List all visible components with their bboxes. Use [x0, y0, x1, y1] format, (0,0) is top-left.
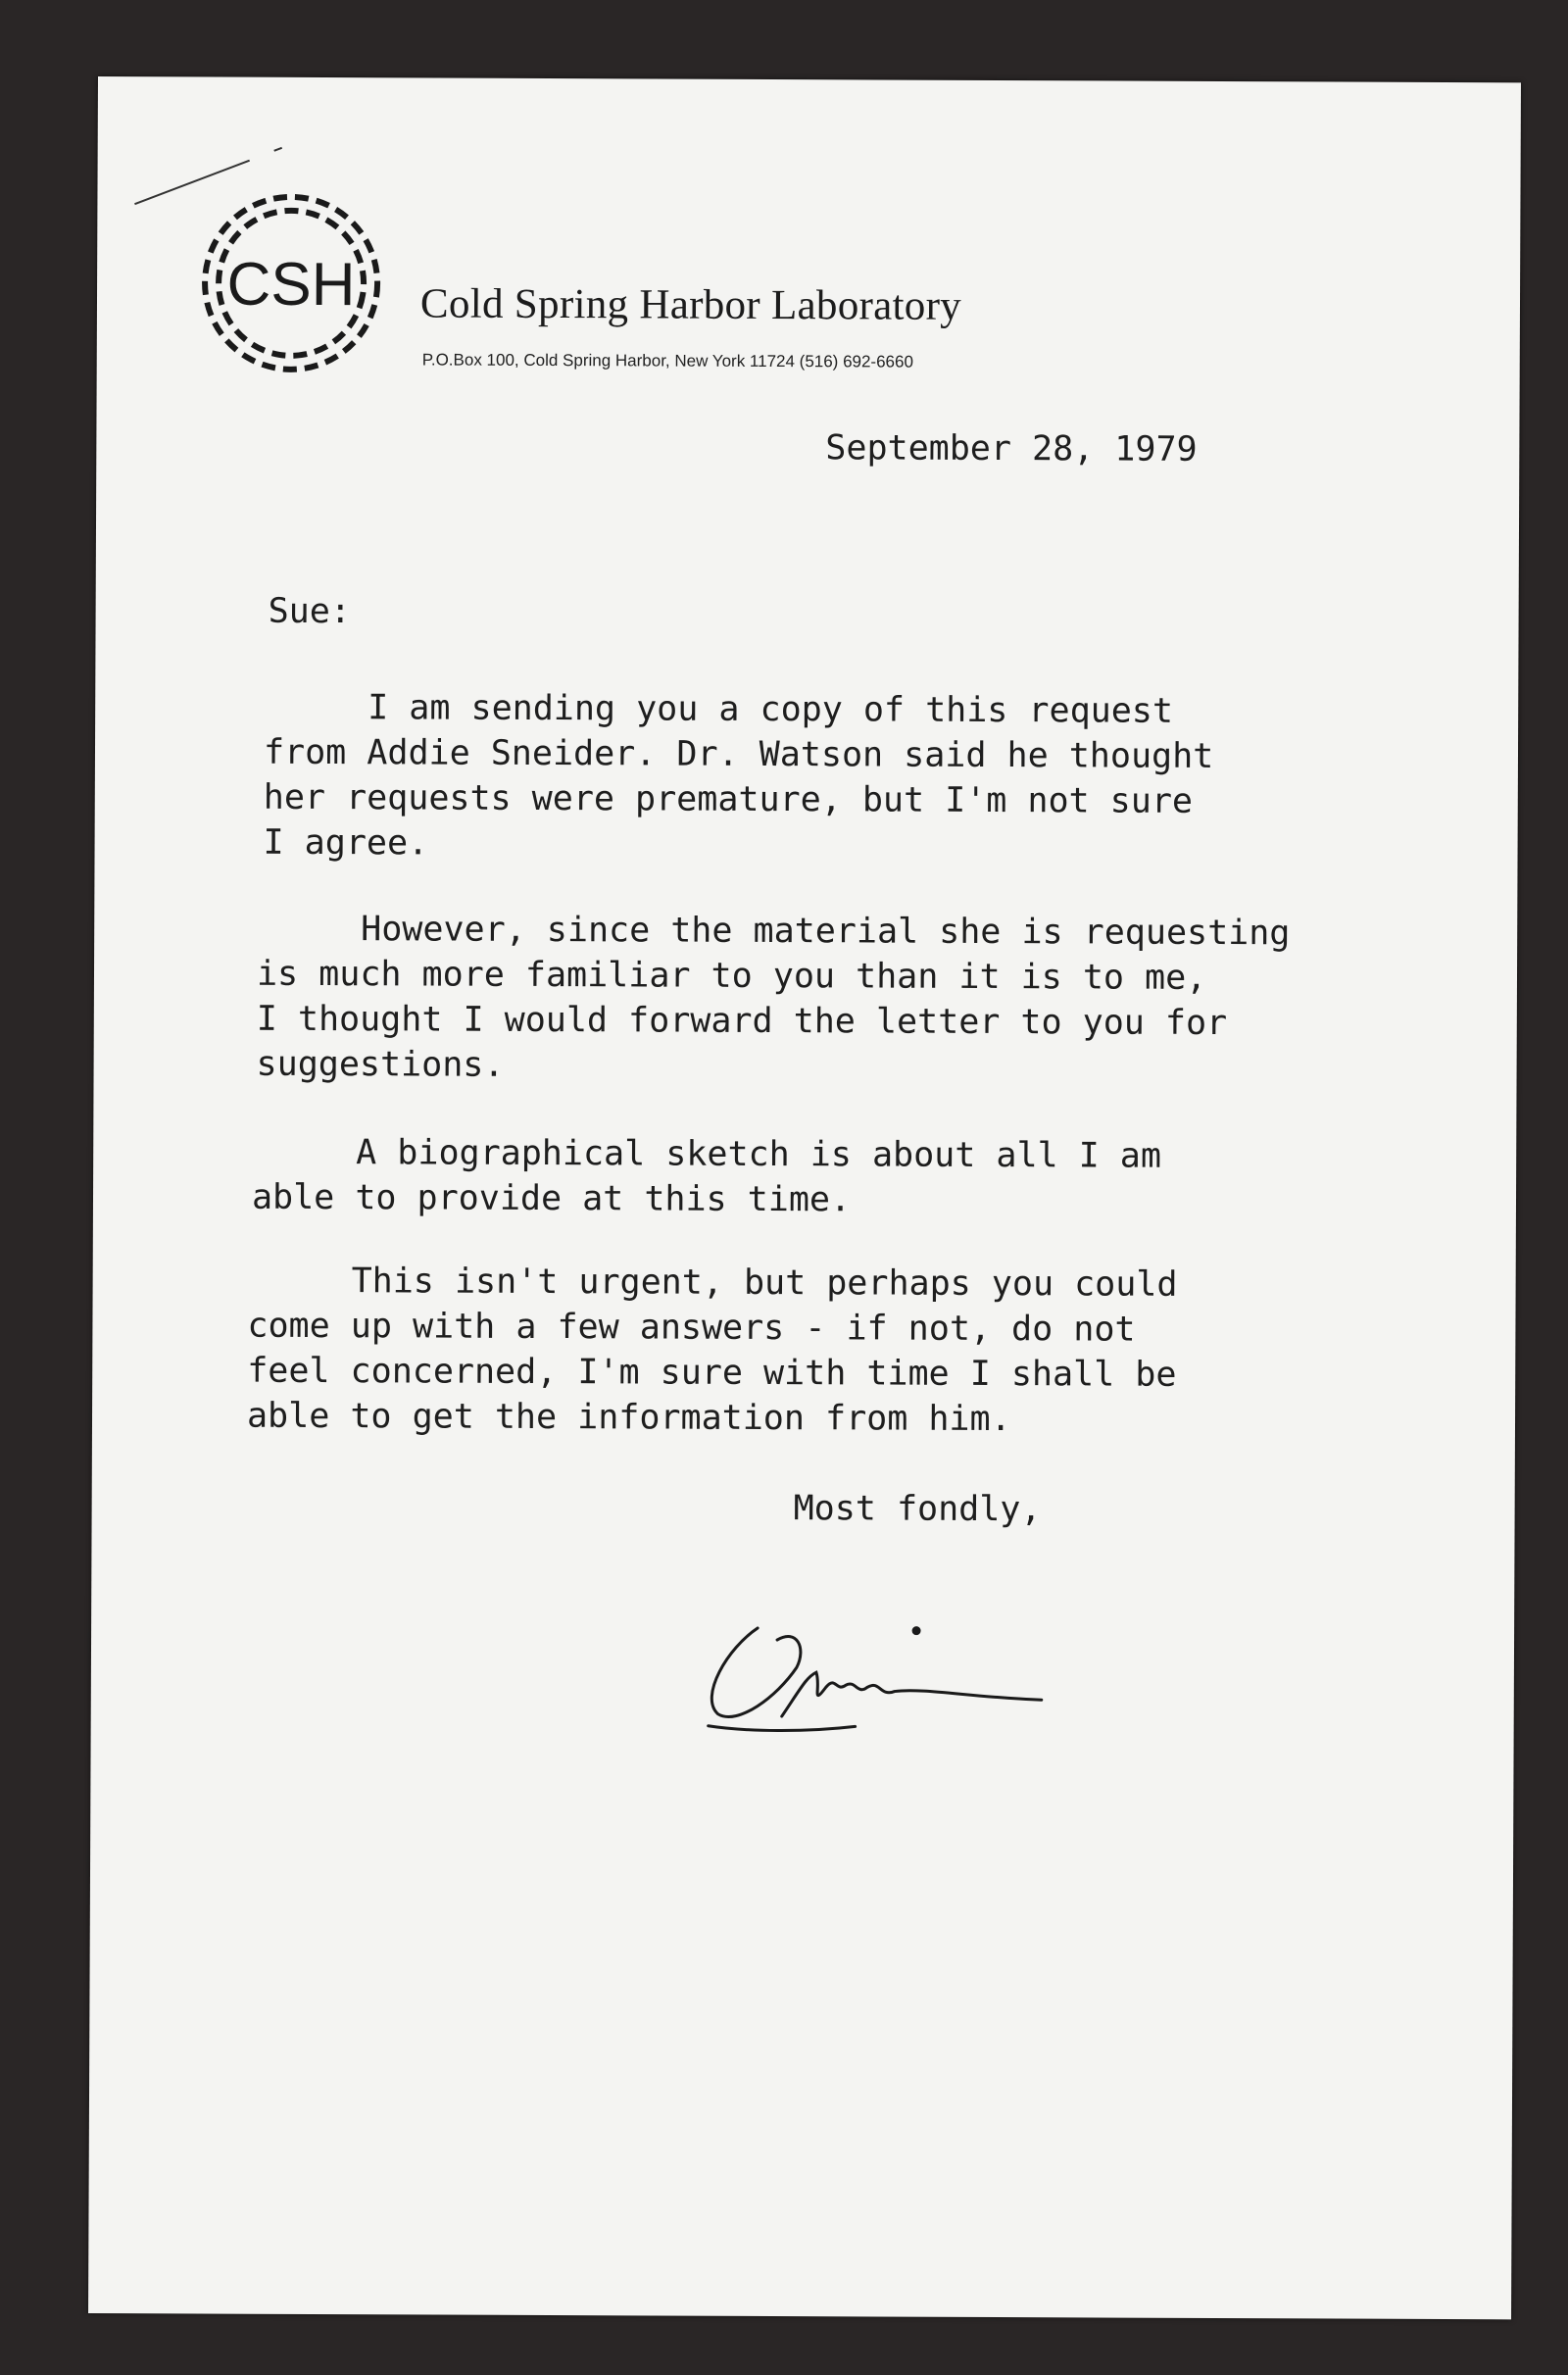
paragraph-line: I agree. [263, 822, 429, 864]
paragraph-line: I am sending you a copy of this request [368, 688, 1174, 731]
paragraph-3 [252, 1130, 1161, 1224]
paragraph-line: able to get the information from him. [246, 1396, 1011, 1440]
organization-address: P.O.Box 100, Cold Spring Harbor, New York 11724 (516) 692-6660 [421, 350, 913, 371]
paragraph-line: is much more familiar to you than it is to me, [256, 954, 1207, 998]
paragraph-2 [257, 907, 1291, 1092]
paragraph-line: A biographical sketch is about all I am [356, 1133, 1162, 1176]
paragraph-line: However, since the material she is requesting [361, 910, 1291, 954]
paragraph-4 [247, 1259, 1178, 1443]
paragraph-line: her requests were premature, but I'm not sure [263, 777, 1194, 821]
handwritten-signature [689, 1589, 1062, 1748]
csh-logo [183, 174, 400, 391]
paragraph-line: feel concerned, I'm sure with time I shall be [247, 1351, 1177, 1395]
paragraph-line: from Addie Sneider. Dr. Watson said he thought [263, 732, 1214, 776]
letter-date: September 28, 1979 [825, 428, 1198, 470]
salutation: Sue: [268, 591, 352, 632]
paragraph-line: come up with a few answers - if not, do not [247, 1306, 1136, 1350]
letter-page [88, 76, 1521, 2319]
paragraph-line: able to provide at this time. [251, 1177, 852, 1220]
paragraph-1 [263, 685, 1213, 869]
organization-name: Cold Spring Harbor Laboratory [419, 280, 962, 329]
paragraph-line: This isn't urgent, but perhaps you could [351, 1262, 1178, 1305]
closing: Most fondly, [793, 1489, 1042, 1530]
paragraph-line: suggestions. [256, 1044, 505, 1085]
logo-text: CSH [226, 250, 356, 320]
paragraph-line: I thought I would forward the letter to you for [256, 999, 1228, 1044]
